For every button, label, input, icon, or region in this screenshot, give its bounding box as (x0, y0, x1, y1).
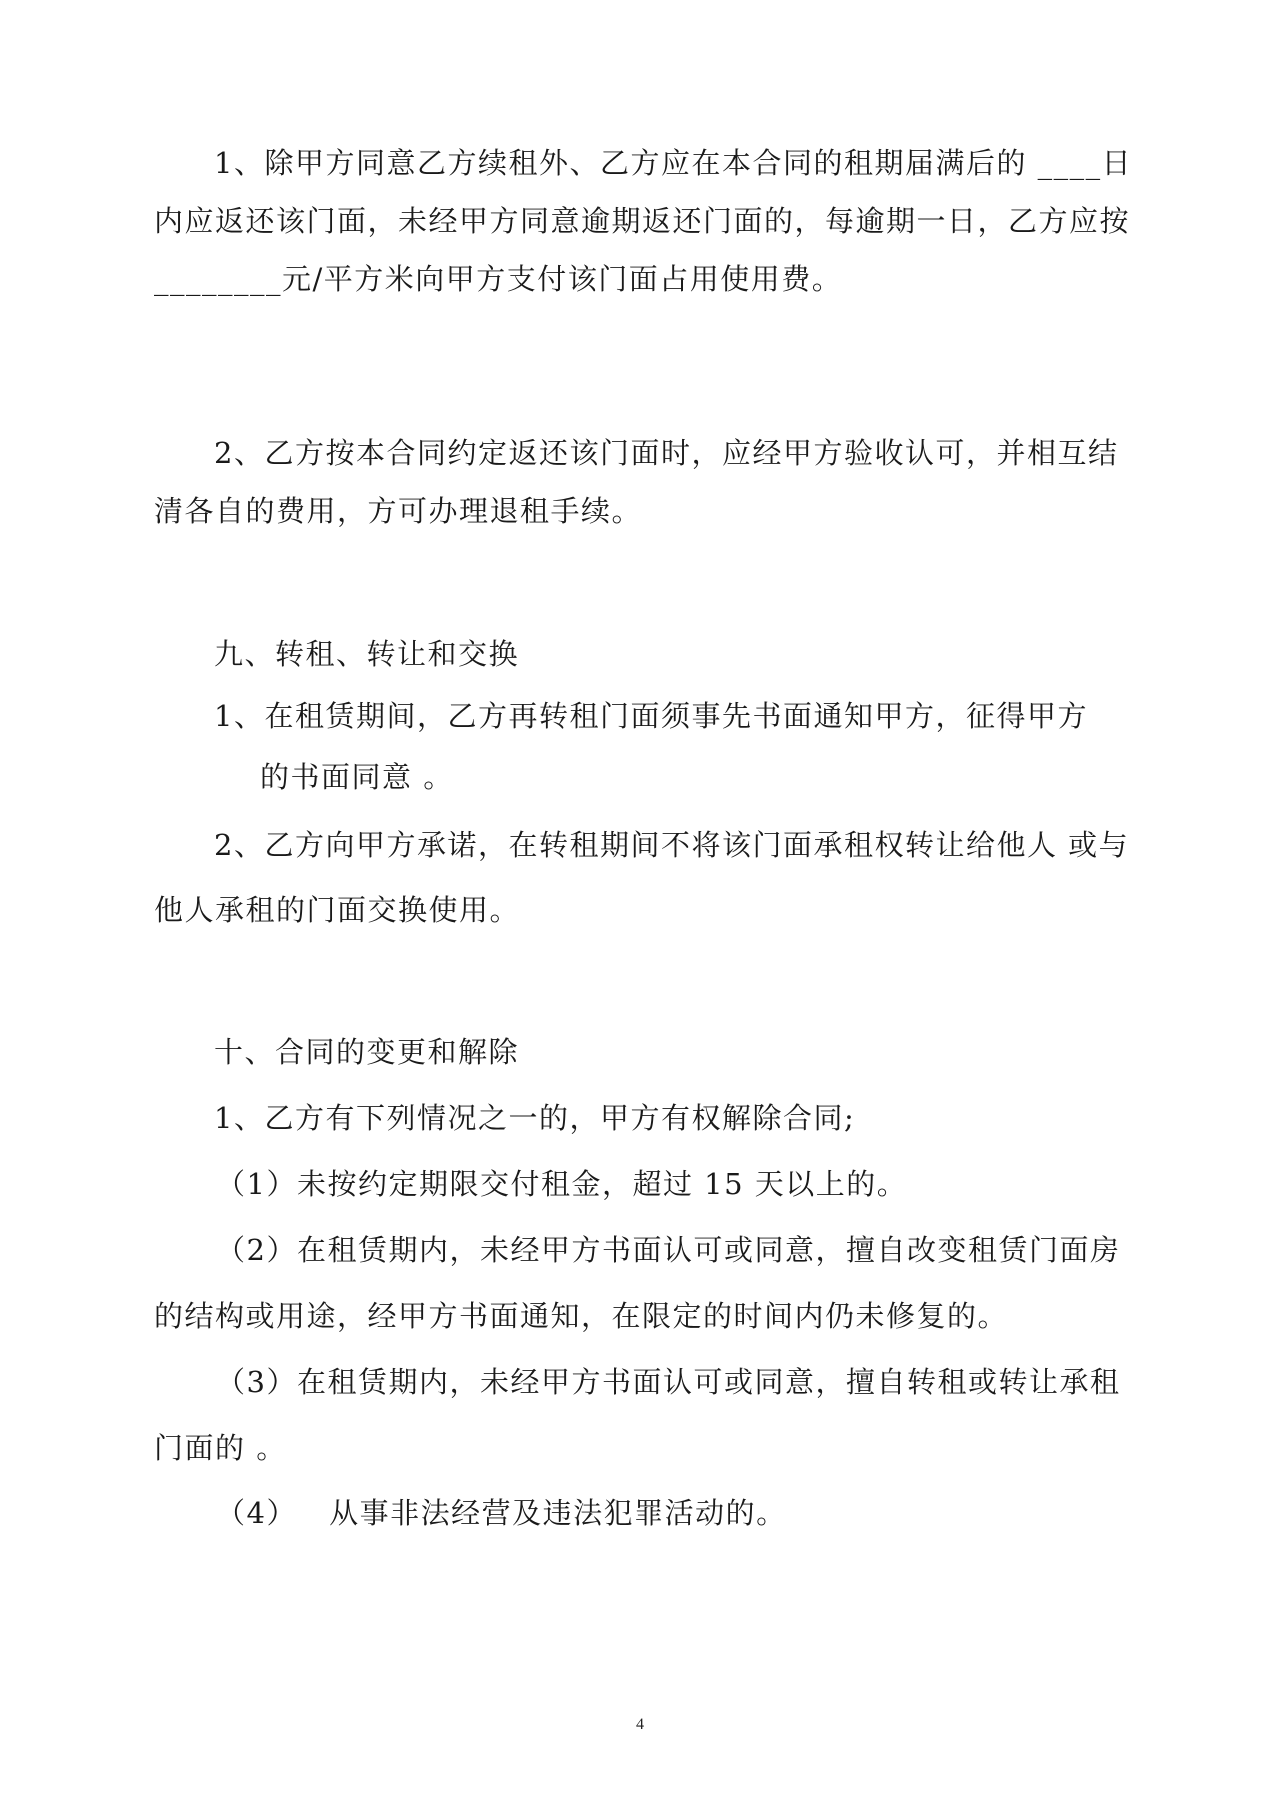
s8-item1-line3: ________元/平方米向甲方支付该门面占用使用费。 (154, 262, 843, 296)
s9-item1-line2: 的书面同意 。 (260, 760, 454, 794)
s10-sub2-line1: （2）在租赁期内，未经甲方书面认可或同意，擅自改变租赁门面房 (216, 1233, 1121, 1267)
section10-heading: 十、合同的变更和解除 (214, 1035, 520, 1069)
s8-item1-line2: 内应返还该门面，未经甲方同意逾期返还门面的，每逾期一日，乙方应按 (154, 204, 1131, 238)
s8-item2-line2: 清各自的费用，方可办理退租手续。 (154, 494, 643, 528)
s10-sub4: （4） 从事非法经营及违法犯罪活动的。 (216, 1496, 787, 1530)
s10-sub1: （1）未按约定期限交付租金，超过 15 天以上的。 (216, 1167, 908, 1201)
s9-item2-line1: 2、乙方向甲方承诺，在转租期间不将该门面承租权转让给他人 或与 (214, 828, 1130, 862)
s10-sub3-line2: 门面的 。 (154, 1431, 287, 1465)
s10-sub3-line1: （3）在租赁期内，未经甲方书面认可或同意，擅自转租或转让承租 (216, 1365, 1121, 1399)
section9-heading: 九、转租、转让和交换 (214, 637, 520, 671)
s8-item2-line1: 2、乙方按本合同约定返还该门面时，应经甲方验收认可，并相互结 (214, 436, 1119, 470)
s9-item2-line2: 他人承租的门面交换使用。 (154, 893, 521, 927)
s9-item1-line1: 1、在租赁期间，乙方再转租门面须事先书面通知甲方，征得甲方 (214, 699, 1088, 733)
s10-item1: 1、乙方有下列情况之一的，甲方有权解除合同; (214, 1101, 856, 1135)
page-number: 4 (636, 1716, 644, 1733)
s10-sub2-line2: 的结构或用途，经甲方书面通知，在限定的时间内仍未修复的。 (154, 1299, 1009, 1333)
s8-item1-line1: 1、除甲方同意乙方续租外、乙方应在本合同的租期届满后的 ____日 (214, 146, 1133, 180)
